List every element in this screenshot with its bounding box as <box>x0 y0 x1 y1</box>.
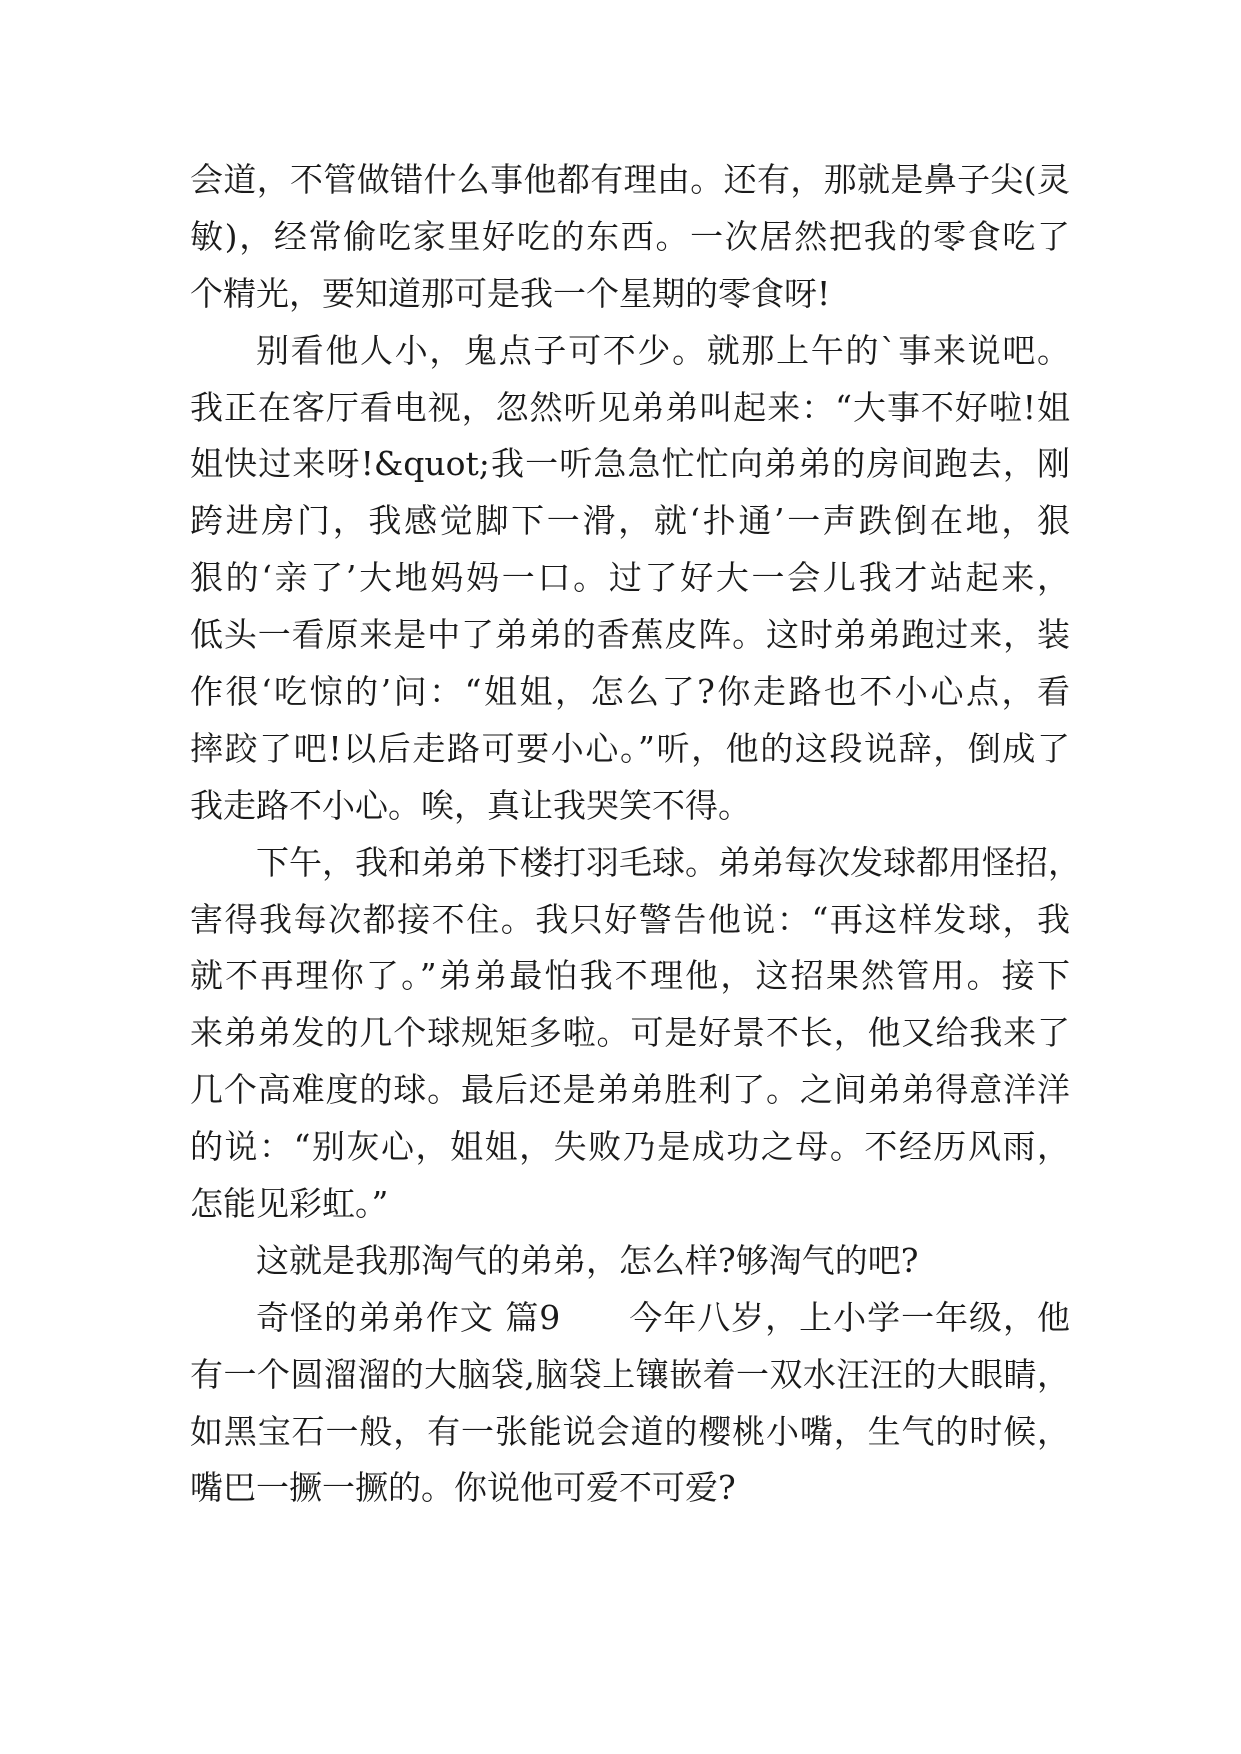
text-line: 我正在客厅看电视，忽然听见弟弟叫起来：“大事不好啦!姐 <box>190 387 1070 427</box>
text-line: 下午，我和弟弟下楼打羽毛球。弟弟每次发球都用怪招， <box>256 842 1081 882</box>
text-line: 来弟弟发的几个球规矩多啦。可是好景不长，他又给我来了 <box>190 1013 1070 1053</box>
text-line: 就不再理你了。”弟弟最怕我不理他，这招果然管用。接下 <box>190 956 1070 996</box>
text-line: 低头一看原来是中了弟弟的香蕉皮阵。这时弟弟跑过来，装 <box>190 615 1070 655</box>
text-line: 姐快过来呀!&quot;我一听急急忙忙向弟弟的房间跑去，刚 <box>190 444 1070 484</box>
text-line: 这就是我那淘气的弟弟，怎么样?够淘气的吧? <box>256 1240 919 1280</box>
text-line: 几个高难度的球。最后还是弟弟胜利了。之间弟弟得意洋洋 <box>190 1070 1070 1110</box>
text-line: 作很‘吃惊的’问：“姐姐，怎么了?你走路也不小心点，看 <box>190 672 1070 712</box>
text-line: 的说：“别灰心，姐姐，失败乃是成功之母。不经历风雨， <box>190 1127 1070 1167</box>
text-line: 敏)，经常偷吃家里好吃的东西。一次居然把我的零食吃了 <box>190 216 1070 256</box>
text-line: 奇怪的弟弟作文 篇9 今年八岁，上小学一年级，他 <box>256 1297 1070 1337</box>
text-line: 跨进房门，我感觉脚下一滑，就‘扑通’一声跌倒在地，狠 <box>190 501 1070 541</box>
text-line: 会道，不管做错什么事他都有理由。还有，那就是鼻子尖(灵 <box>190 160 1070 199</box>
text-line: 我走路不小心。唉，真让我哭笑不得。 <box>190 785 751 825</box>
text-line: 别看他人小，鬼点子可不少。就那上午的`事来说吧。 <box>256 330 1070 370</box>
essay-body <box>190 152 1081 1517</box>
text-line: 害得我每次都接不住。我只好警告他说：“再这样发球，我 <box>190 899 1070 939</box>
text-line: 摔跤了吧!以后走路可要小心。”听，他的这段说辞，倒成了 <box>190 728 1070 768</box>
text-line: 怎能见彩虹。” <box>190 1184 389 1224</box>
text-line: 有一个圆溜溜的大脑袋,脑袋上镶嵌着一双水汪汪的大眼睛， <box>190 1354 1070 1394</box>
text-line: 个精光，要知道那可是我一个星期的零食呀! <box>190 273 831 313</box>
text-line: 如黑宝石一般，有一张能说会道的樱桃小嘴，生气的时候， <box>190 1411 1070 1451</box>
text-line: 嘴巴一撅一撅的。你说他可爱不可爱? <box>190 1468 736 1508</box>
text-line: 狠的‘亲了’大地妈妈一口。过了好大一会儿我才站起来， <box>190 558 1070 598</box>
